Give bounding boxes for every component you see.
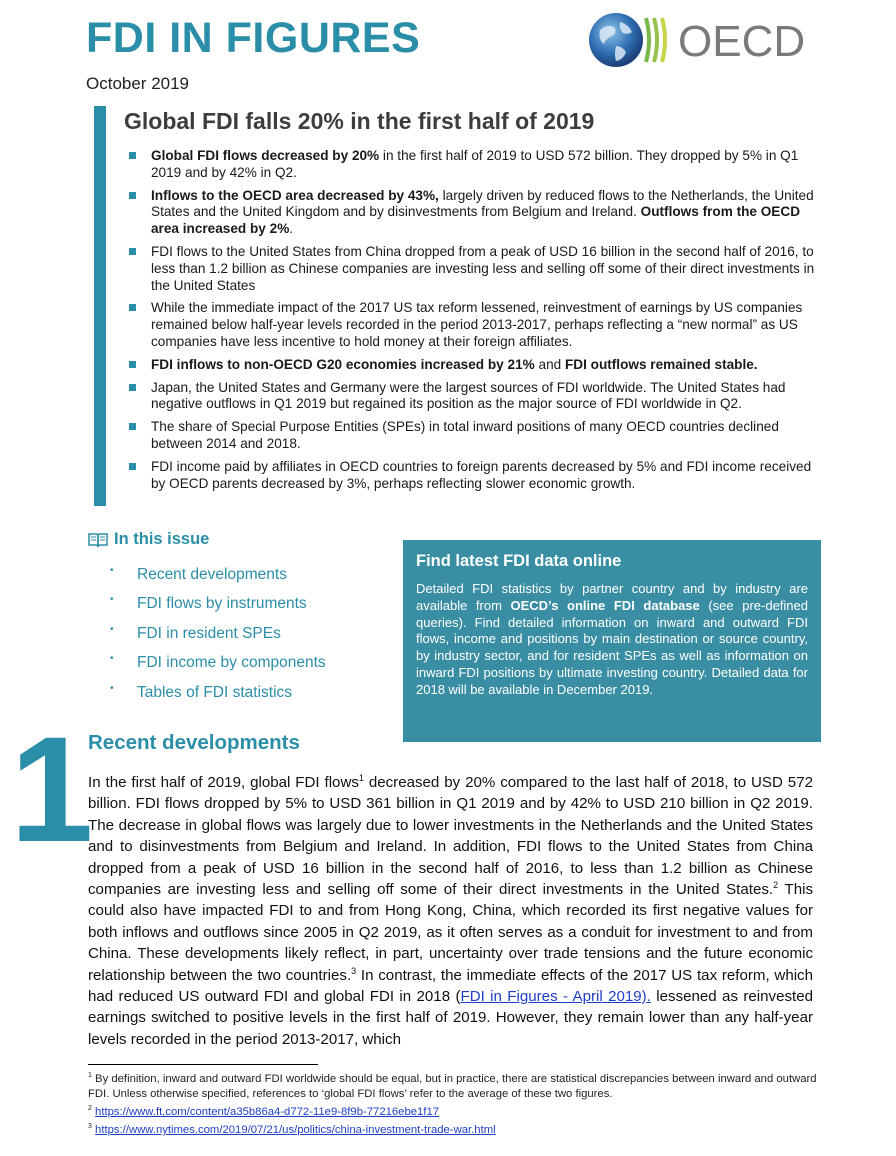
fdi-in-figures-april-2019-link[interactable]: FDI in Figures - April 2019). xyxy=(460,988,651,1006)
square-bullet-icon xyxy=(129,463,136,470)
summary-bullet: FDI income paid by affiliates in OECD countries to foreign parents decreased by 5% and FDI income received by OECD parents decreased by 3%, perhaps reflecting slower economic growth. xyxy=(128,459,820,493)
summary-bullet: FDI flows to the United States from China dropped from a peak of USD 16 billion in the second half of 2016, to less than 1.2 billion as Chinese companies are investing less and selling off some of their direct investments in the United States xyxy=(128,244,820,294)
document-title: FDI IN FIGURES xyxy=(86,14,421,62)
nytimes-article-link[interactable]: https://www.nytimes.com/2019/07/21/us/politics/china-investment-trade-war.html xyxy=(95,1124,496,1136)
oecd-logo-text: OECD xyxy=(678,17,806,66)
footnote-1: $^1$ By definition, inward and outward FDI worldwide should be equal, but in practice, there are statistical discrepancies between inward and outward FDI. Unless otherwise specified, references to ‘global FDI flows’ refer to the average of these two figures. xyxy=(88,1072,817,1100)
footnote-ref-3: 3 xyxy=(351,965,357,976)
footnote-3: $^3$ https://www.nytimes.com/2019/07/21/us/politics/china-investment-trade-war.html xyxy=(88,1123,496,1136)
summary-bullet-list xyxy=(128,148,820,498)
footnote-ref-1: 1 xyxy=(358,772,364,783)
bullet-dot-icon: • xyxy=(110,594,114,606)
footnotes xyxy=(88,1072,818,1141)
issue-link-fdi-in-resident-spes[interactable]: • FDI in resident SPEs xyxy=(110,623,281,642)
footnote-divider xyxy=(88,1064,318,1065)
square-bullet-icon xyxy=(129,248,136,255)
footnote-ref-2: 2 xyxy=(773,880,779,890)
summary-bullet: The share of Special Purpose Entities (SPEs) in total inward positions of many OECD countries declined between 2014 and 2018. xyxy=(128,419,820,453)
issue-link-fdi-income-by-components[interactable]: • FDI income by components xyxy=(110,653,326,672)
summary-title: Global FDI falls 20% in the first half of 2019 xyxy=(124,108,595,134)
bullet-dot-icon: • xyxy=(110,623,114,635)
issue-link-fdi-flows-by-instruments[interactable]: • FDI flows by instruments xyxy=(110,594,307,613)
bullet-dot-icon: • xyxy=(110,682,114,694)
fdi-data-online-box xyxy=(403,540,821,742)
summary-bullet: FDI inflows to non-OECD G20 economies increased by 21% and FDI outflows remained stable. xyxy=(128,357,820,374)
ft-article-link[interactable]: https://www.ft.com/content/a35b86a4-d772-11e9-8f9b-77216ebe1f17 xyxy=(95,1106,440,1118)
oecd-fdi-database-link[interactable]: OECD’s online FDI database xyxy=(510,597,700,613)
document-date: October 2019 xyxy=(86,74,190,93)
bullet-dot-icon: • xyxy=(110,565,114,576)
section-number: 1 xyxy=(10,705,94,873)
square-bullet-icon xyxy=(129,152,136,159)
section-body-paragraph: In the first half of 2019, global FDI flows$^1$ decreased by 20% compared to the last half of 2018, to USD 572 billion. FDI flows dropped by 5% to USD 361 billion in Q1 2019 and by 42% to USD 210 billion in Q2 2019. The decrease in global flows was largely due to lower investments in the Netherlands and the United States and to disinvestments from Belgium and Ireland. In addition, FDI flows to the United States from China dropped from a peak of USD 16 billion in the second half of 2016, to less than 1.2 billion as Chinese companies are investing less and selling off some of their direct investments in the United States.$^2$ This could also have impacted FDI to and from Hong Kong, China, which recorded its first negative values for both inflows and outflows since 2005 in Q2 2019, as it often serves as a conduit for investment to and from China. These developments likely reflect, in part, uncertainty over trade tensions and the future economic relationship between the two countries.$^3$ In contrast, the immediate effects of the 2017 US tax reform, which had reduced US outward FDI and global FDI in 2018 (FDI in Figures - April 2019). lessened as reinvested earnings switched to positive levels in the first half of 2019. However, they remain lower than any half-year levels recorded in the period 2013-2017, which xyxy=(88,772,814,1048)
square-bullet-icon xyxy=(129,304,136,311)
summary-bullet: While the immediate impact of the 2017 US tax reform lessened, reinvestment of earnings by US companies remained below half-year levels recorded in the period 2013-2017, perhaps reflecting a “new normal” as US companies have less incentive to hold money at their foreign affiliates. xyxy=(128,300,820,350)
summary-accent-bar xyxy=(94,106,106,506)
fdi-box-title: Find latest FDI data online xyxy=(416,552,622,570)
square-bullet-icon xyxy=(129,423,136,430)
summary-bullet: Japan, the United States and Germany were the largest sources of FDI worldwide. The United States had negative outflows in Q1 2019 but regained its position as the major source of FDI worldwide in Q2. xyxy=(128,380,820,414)
square-bullet-icon xyxy=(129,361,136,368)
square-bullet-icon xyxy=(129,192,136,199)
summary-bullet: Global FDI flows decreased by 20% in the first half of 2019 to USD 572 billion. They dropped by 5% in Q1 2019 and by 42% in Q2. xyxy=(128,148,820,182)
summary-bullet: Inflows to the OECD area decreased by 43%, largely driven by reduced flows to the Netherlands, the United States and the United Kingdom and by disinvestments from Belgium and Ireland. Outflows from the OECD area increased by 2%. xyxy=(128,188,820,238)
square-bullet-icon xyxy=(129,384,136,391)
oecd-logo xyxy=(586,10,816,70)
in-this-issue-list xyxy=(110,566,326,713)
bullet-dot-icon: • xyxy=(110,653,114,665)
fdi-box-text: Detailed FDI statistics by partner country and by industry are available from OECD’s online FDI database (see pre-defined queries). Find detailed information on inward and outward FDI flows, income and positions by main destination or source country, by industry sector, and for resident SPEs as well as information on inward FDI positions by ultimate investing country. Detailed data for 2018 will be available in December 2019. xyxy=(416,581,808,697)
issue-link-recent-developments[interactable]: • Recent developments xyxy=(110,565,287,583)
issue-link-tables-of-fdi-statistics[interactable]: • Tables of FDI statistics xyxy=(110,682,293,701)
in-this-issue-heading: In this issue xyxy=(88,530,209,549)
section-title: Recent developments xyxy=(88,731,300,754)
open-book-icon xyxy=(88,532,108,548)
footnote-2: $^2$ https://www.ft.com/content/a35b86a4-d772-11e9-8f9b-77216ebe1f17 xyxy=(88,1105,440,1118)
